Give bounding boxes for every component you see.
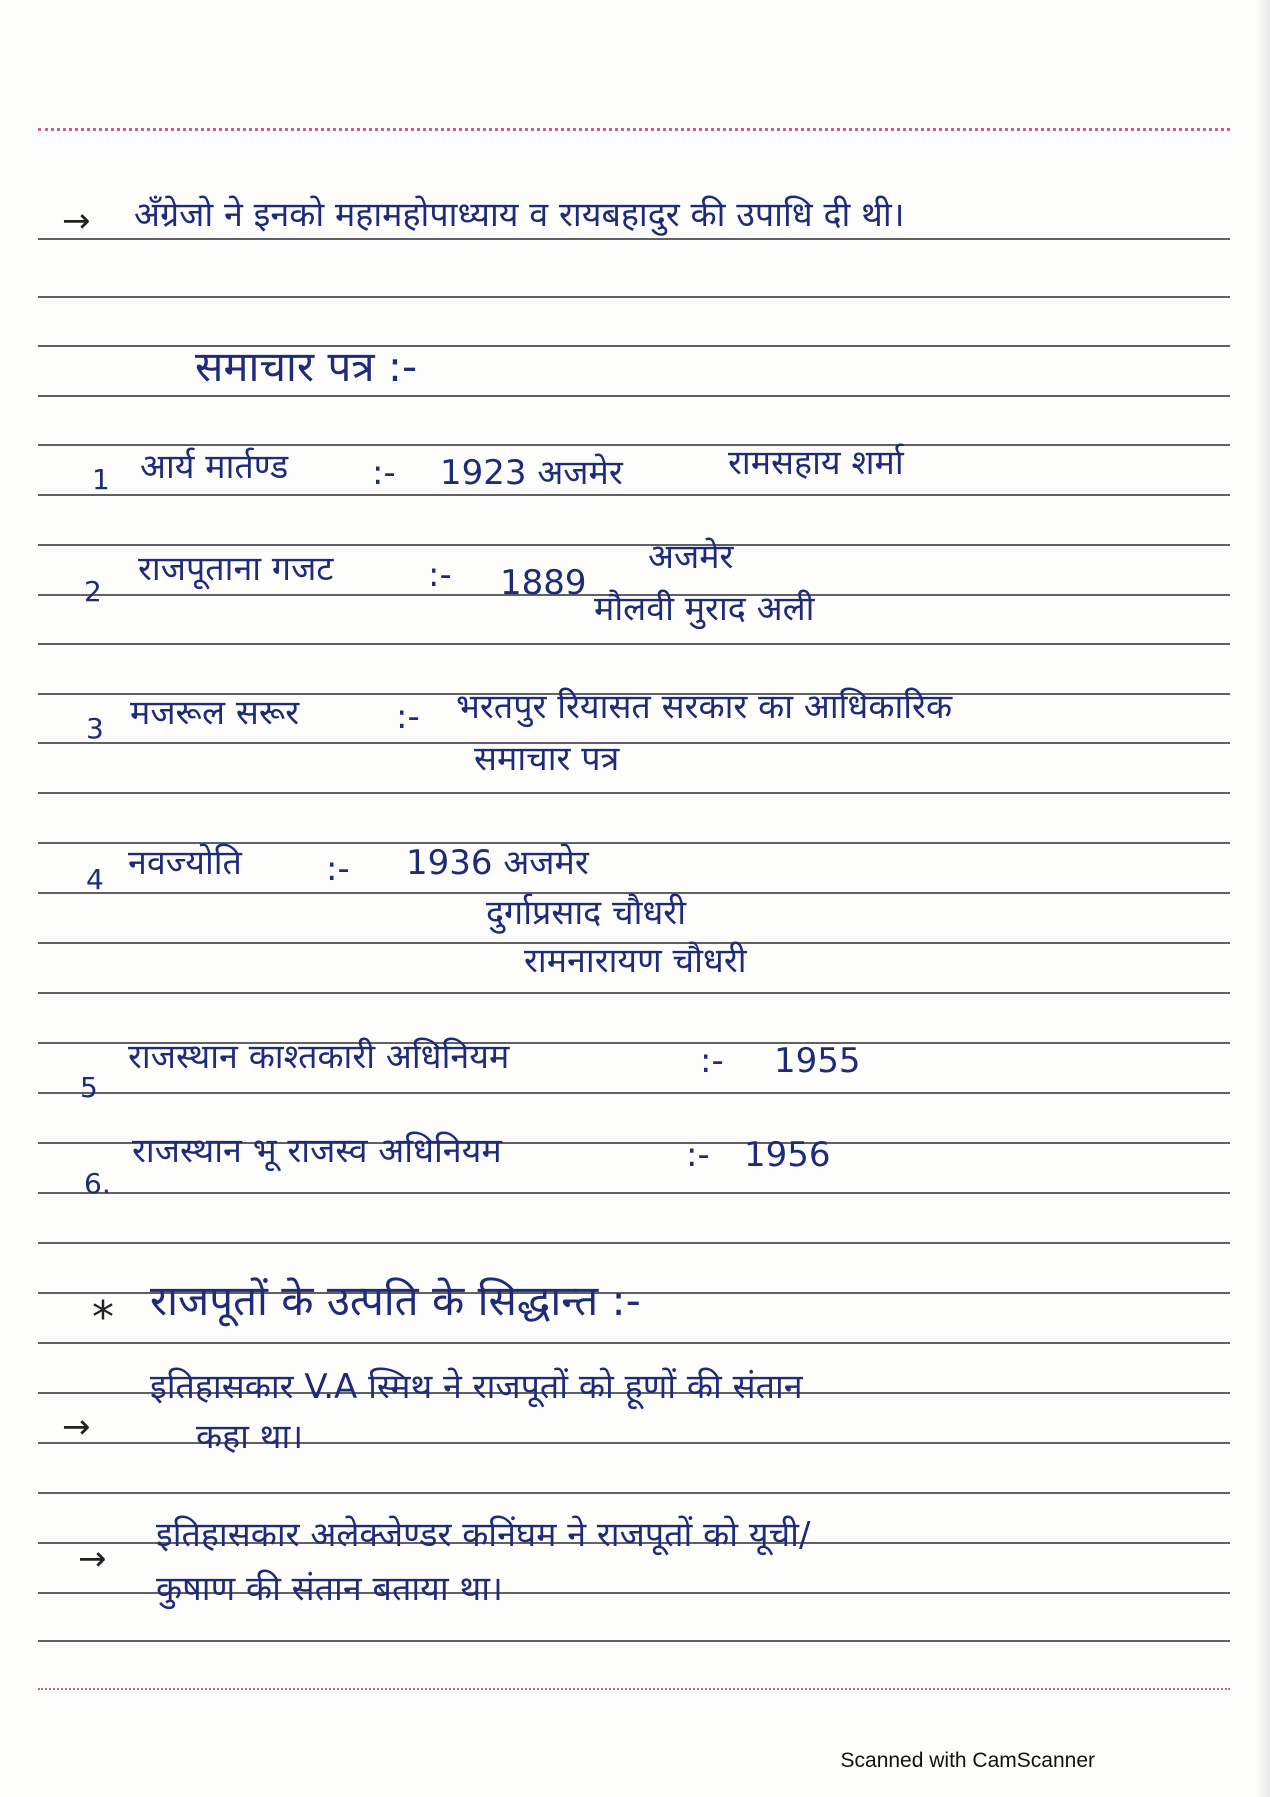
- newspaper-detail: 1923 अजमेर: [440, 453, 623, 493]
- newspaper-detail: 1936 अजमेर: [406, 843, 589, 883]
- ruled-line: [38, 1192, 1230, 1194]
- theory-point-line: कुषाण की संतान बताया था।: [156, 1569, 503, 1609]
- arrow-icon: →: [78, 1539, 107, 1579]
- arrow-icon: →: [62, 201, 91, 241]
- ruled-line: [38, 1092, 1230, 1094]
- ruled-line: [38, 296, 1230, 298]
- theory-point-line: कहा था।: [196, 1417, 304, 1457]
- top-margin-line: [38, 128, 1230, 131]
- separator: :-: [396, 697, 420, 737]
- item-number: 6.: [84, 1167, 111, 1200]
- ruled-line: [38, 643, 1230, 645]
- newspaper-note: समाचार पत्र: [474, 739, 620, 779]
- newspaper-editor: रामसहाय शर्मा: [728, 443, 904, 483]
- section-title: समाचार पत्र :-: [195, 342, 418, 391]
- act-year: 1955: [774, 1041, 861, 1081]
- ruled-line: [38, 1342, 1230, 1344]
- ruled-line: [38, 494, 1230, 496]
- bottom-margin-line: [38, 1688, 1230, 1690]
- separator: :-: [700, 1041, 724, 1081]
- newspaper-editor: रामनारायण चौधरी: [524, 941, 747, 981]
- newspaper-name: आर्य मार्तण्ड: [140, 447, 289, 487]
- scanner-watermark: Scanned with CamScanner: [840, 1749, 1095, 1772]
- newspaper-place: अजमेर: [648, 537, 734, 577]
- item-number: 1: [92, 463, 110, 496]
- page-edge-shadow: [1256, 0, 1270, 1797]
- newspaper-name: मजरूल सरूर: [130, 693, 300, 733]
- ruled-line: [38, 544, 1230, 546]
- arrow-icon: →: [62, 1407, 91, 1447]
- act-name: राजस्थान काश्तकारी अधिनियम: [128, 1037, 510, 1077]
- ruled-line: [38, 444, 1230, 446]
- act-year: 1956: [744, 1135, 831, 1175]
- act-name: राजस्थान भू राजस्व अधिनियम: [132, 1131, 502, 1171]
- newspaper-detail: भरतपुर रियासत सरकार का आधिकारिक: [456, 687, 953, 727]
- newspaper-editor: मौलवी मुराद अली: [594, 589, 815, 629]
- item-number: 3: [86, 712, 104, 745]
- separator: :-: [372, 453, 396, 493]
- newspaper-name: नवज्योति: [128, 843, 242, 883]
- newspaper-editor: दुर्गाप्रसाद चौधरी: [486, 893, 687, 933]
- theory-point-line: इतिहासकार अलेक्जेण्डर कनिंघम ने राजपूतों को यूची/: [156, 1515, 811, 1555]
- intro-line: अँग्रेजो ने इनको महामहोपाध्याय व रायबहादुर की उपाधि दी थी।: [134, 195, 905, 235]
- ruled-line: [38, 238, 1230, 240]
- newspaper-name: राजपूताना गजट: [138, 549, 334, 589]
- ruled-line: [38, 395, 1230, 397]
- item-number: 5: [80, 1071, 98, 1104]
- star-icon: *: [92, 1292, 114, 1343]
- separator: :-: [428, 555, 452, 595]
- ruled-line: [38, 1640, 1230, 1642]
- newspaper-detail: 1889: [500, 563, 587, 603]
- item-number: 2: [84, 575, 102, 608]
- item-number: 4: [86, 863, 104, 896]
- separator: :-: [686, 1135, 710, 1175]
- theory-title: राजपूतों के उत्पति के सिद्धान्त :-: [150, 1276, 641, 1325]
- ruled-line: [38, 1242, 1230, 1244]
- ruled-line: [38, 992, 1230, 994]
- ruled-line: [38, 792, 1230, 794]
- ruled-line: [38, 742, 1230, 744]
- theory-point-line: इतिहासकार V.A स्मिथ ने राजपूतों को हूणों की संतान: [150, 1367, 803, 1407]
- ruled-line: [38, 1492, 1230, 1494]
- separator: :-: [326, 849, 350, 889]
